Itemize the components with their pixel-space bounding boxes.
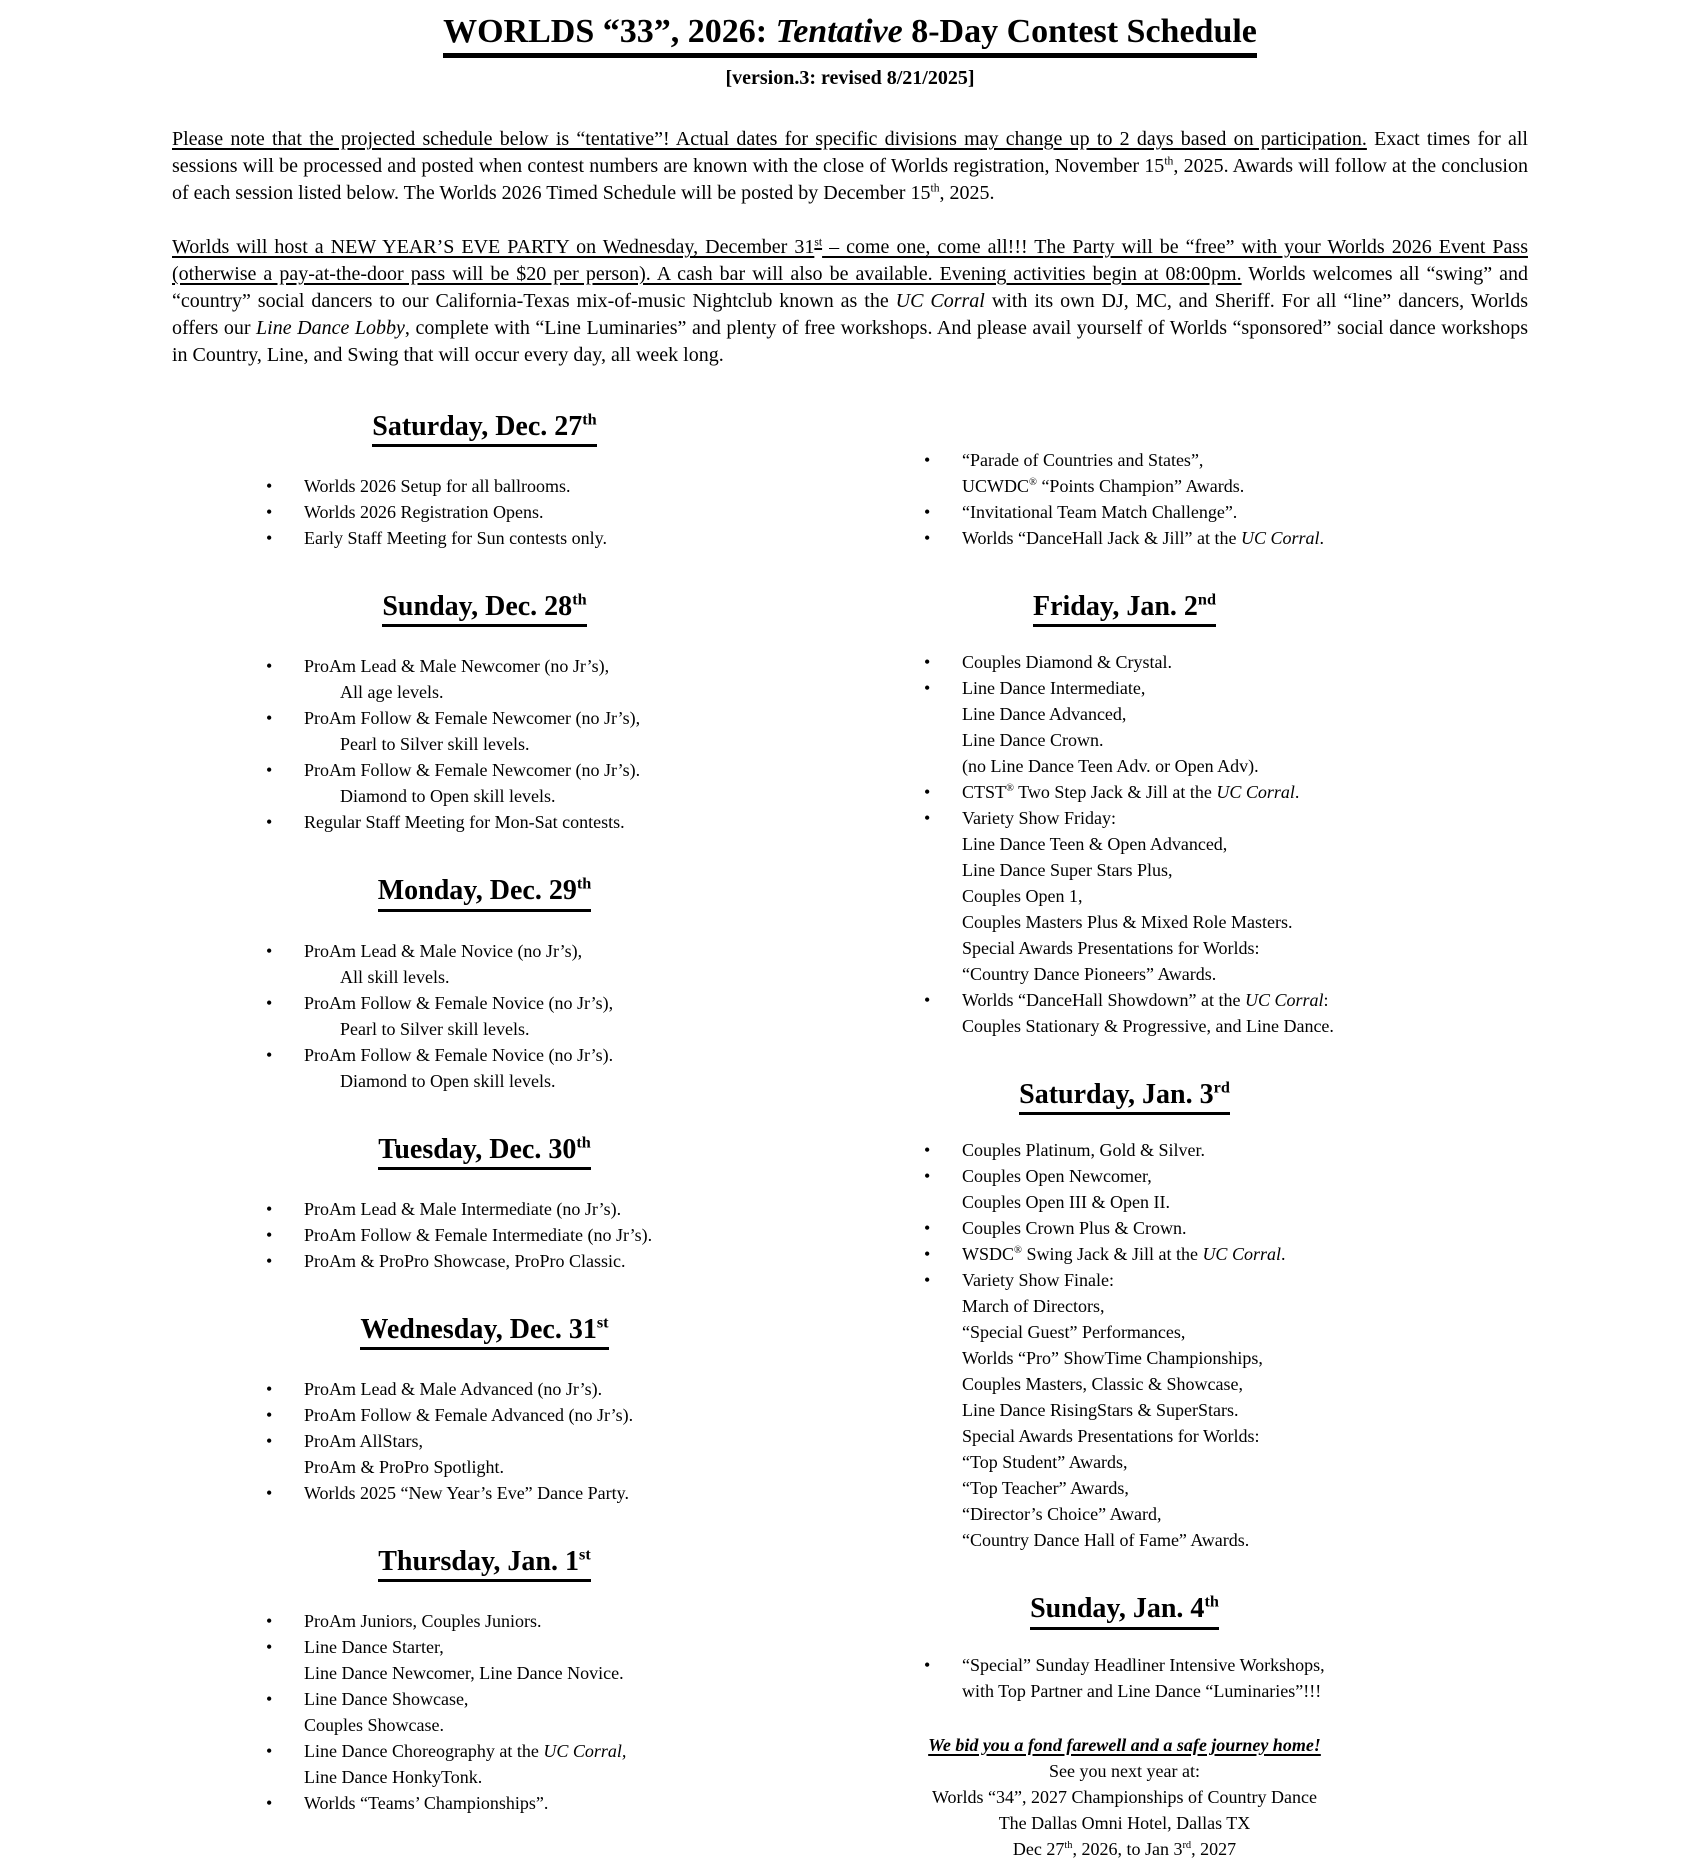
schedule-line: ProAm AllStars, <box>304 1431 424 1452</box>
intro-paragraphs <box>172 126 1528 369</box>
schedule-line: Couples Open Newcomer, <box>962 1166 1152 1187</box>
schedule-line: Line Dance Crown. <box>962 730 1104 751</box>
schedule-line: Regular Staff Meeting for Mon-Sat contests. <box>304 812 625 833</box>
day-heading: Wednesday, Dec. 31st <box>172 1314 797 1350</box>
schedule-item <box>172 1686 797 1738</box>
bullet-icon: • <box>266 1405 273 1426</box>
schedule-line: Special Awards Presentations for Worlds: <box>962 1426 1260 1447</box>
schedule-item <box>822 499 1522 525</box>
day-heading: Saturday, Jan. 3rd <box>822 1079 1522 1115</box>
schedule-item <box>822 779 1522 805</box>
schedule-item <box>172 1042 797 1094</box>
bullet-icon: • <box>266 1637 273 1658</box>
schedule-line: Couples Open III & Open II. <box>962 1192 1170 1213</box>
bullet-icon: • <box>924 1218 931 1239</box>
schedule-line: (no Line Dance Teen Adv. or Open Adv). <box>962 756 1259 777</box>
schedule-item <box>822 447 1522 499</box>
schedule-line: Couples Platinum, Gold & Silver. <box>962 1140 1206 1161</box>
bullet-icon: • <box>266 1431 273 1452</box>
schedule-line: Line Dance Super Stars Plus, <box>962 860 1173 881</box>
page-title-text: WORLDS “33”, 2026: Tentative 8-Day Contest Schedule <box>443 12 1257 58</box>
schedule-column-left <box>172 407 797 1862</box>
schedule-item <box>822 1267 1522 1553</box>
schedule-line: Couples Stationary & Progressive, and Line Dance. <box>962 1016 1334 1037</box>
schedule-line: ProAm & ProPro Showcase, ProPro Classic. <box>304 1250 626 1271</box>
schedule-item <box>822 1241 1522 1267</box>
version-line: [version.3: revised 8/21/2025] <box>725 67 975 90</box>
closing-block <box>822 1732 1522 1862</box>
day-heading: Sunday, Dec. 28th <box>172 591 797 627</box>
schedule-list <box>172 473 797 551</box>
bullet-icon: • <box>924 502 931 523</box>
schedule-line: Line Dance Showcase, <box>304 1689 469 1710</box>
bullet-icon: • <box>266 502 273 523</box>
schedule-line: ProAm Lead & Male Intermediate (no Jr’s). <box>304 1198 622 1219</box>
schedule-line: Worlds “Teams’ Championships”. <box>304 1793 549 1814</box>
bullet-icon: • <box>924 782 931 803</box>
schedule-line: Special Awards Presentations for Worlds: <box>962 938 1260 959</box>
schedule-item <box>822 525 1522 551</box>
schedule-line: Line Dance Intermediate, <box>962 678 1146 699</box>
schedule-item <box>822 987 1522 1039</box>
schedule-line: ProAm Follow & Female Newcomer (no Jr’s). <box>304 760 641 781</box>
schedule-item <box>172 1196 797 1222</box>
schedule-line: Diamond to Open skill levels. <box>340 786 556 807</box>
schedule-line: ProAm Follow & Female Intermediate (no Jr’s). <box>304 1224 653 1245</box>
closing-line: The Dallas Omni Hotel, Dallas TX <box>998 1812 1251 1833</box>
day-heading: Tuesday, Dec. 30th <box>172 1134 797 1170</box>
schedule-line: Worlds 2026 Setup for all ballrooms. <box>304 476 571 497</box>
day-heading: Monday, Dec. 29th <box>172 875 797 911</box>
schedule-line: “Parade of Countries and States”, <box>962 450 1204 471</box>
schedule-item <box>172 525 797 551</box>
schedule-line: Couples Showcase. <box>304 1715 444 1736</box>
schedule-line: “Invitational Team Match Challenge”. <box>962 502 1238 523</box>
schedule-line: ProAm Lead & Male Novice (no Jr’s), <box>304 940 583 961</box>
schedule-line: with Top Partner and Line Dance “Luminaries”!!! <box>962 1680 1322 1701</box>
schedule-line: Worlds “DanceHall Jack & Jill” at the UC Corral. <box>962 528 1324 549</box>
bullet-icon: • <box>924 528 931 549</box>
schedule-line: “Top Student” Awards, <box>962 1452 1128 1473</box>
schedule-item <box>822 1652 1522 1704</box>
bullet-icon: • <box>266 812 273 833</box>
schedule-line: ProAm Lead & Male Newcomer (no Jr’s), <box>304 656 610 677</box>
bullet-icon: • <box>924 1140 931 1161</box>
schedule-list <box>822 1652 1522 1704</box>
bullet-icon: • <box>924 678 931 699</box>
bullet-icon: • <box>924 1270 931 1291</box>
day-heading: Sunday, Jan. 4th <box>822 1593 1522 1629</box>
closing-line: Dec 27th, 2026, to Jan 3rd, 2027 <box>1012 1838 1237 1859</box>
schedule-line: Variety Show Finale: <box>962 1270 1114 1291</box>
page-title <box>172 12 1528 58</box>
day-heading: Thursday, Jan. 1st <box>172 1546 797 1582</box>
bullet-icon: • <box>266 760 273 781</box>
schedule-line: All age levels. <box>340 682 444 703</box>
bullet-icon: • <box>266 1483 273 1504</box>
bullet-icon: • <box>266 1689 273 1710</box>
schedule-item <box>822 805 1522 987</box>
schedule-item <box>822 1137 1522 1163</box>
closing-line: We bid you a fond farewell and a safe journey home! <box>928 1734 1321 1755</box>
closing-line: Worlds “34”, 2027 Championships of Country Dance <box>932 1786 1317 1807</box>
schedule-item <box>172 1428 797 1480</box>
schedule-item <box>172 653 797 705</box>
schedule-line: “Country Dance Pioneers” Awards. <box>962 964 1217 985</box>
day-heading: Friday, Jan. 2nd <box>822 591 1522 627</box>
schedule-line: All skill levels. <box>340 966 450 987</box>
schedule-line: ProAm Juniors, Couples Juniors. <box>304 1611 542 1632</box>
bullet-icon: • <box>924 652 931 673</box>
schedule-item <box>172 473 797 499</box>
schedule-line: Early Staff Meeting for Sun contests only. <box>304 528 607 549</box>
schedule-line: ProAm Follow & Female Novice (no Jr’s). <box>304 1044 614 1065</box>
bullet-icon: • <box>266 1250 273 1271</box>
schedule-line: Pearl to Silver skill levels. <box>340 1018 530 1039</box>
bullet-icon: • <box>266 940 273 961</box>
schedule-item <box>172 1402 797 1428</box>
schedule-column-right <box>822 407 1522 1862</box>
schedule-line: ProAm Follow & Female Novice (no Jr’s), <box>304 992 614 1013</box>
bullet-icon: • <box>266 528 273 549</box>
schedule-line: Couples Crown Plus & Crown. <box>962 1218 1187 1239</box>
closing-line: See you next year at: <box>1049 1760 1200 1781</box>
bullet-icon: • <box>266 1379 273 1400</box>
schedule-line: ProAm Follow & Female Advanced (no Jr’s). <box>304 1405 634 1426</box>
schedule-list <box>822 1137 1522 1553</box>
schedule-list <box>822 447 1522 551</box>
bullet-icon: • <box>266 476 273 497</box>
schedule-item <box>822 649 1522 675</box>
schedule-list <box>172 1608 797 1816</box>
schedule-columns <box>172 407 1528 1862</box>
schedule-item <box>822 1163 1522 1215</box>
schedule-list <box>822 649 1522 1039</box>
bullet-icon: • <box>924 450 931 471</box>
schedule-line: ProAm & ProPro Spotlight. <box>304 1457 505 1478</box>
intro-paragraph: Please note that the projected schedule below is “tentative”! Actual dates for specific divisions may change up to 2 days based on participation. Exact times for all sessions will be processed and posted when contest numbers are known with the close of Worlds registration, November 15th, 2025. Awards will follow at the conclusion of each session listed below. The Worlds 2026 Timed Schedule will be posted by December 15th, 2025. <box>172 128 1528 205</box>
day-heading: Saturday, Dec. 27th <box>172 411 797 447</box>
schedule-line: “Special” Sunday Headliner Intensive Workshops, <box>962 1654 1325 1675</box>
schedule-line: Couples Open 1, <box>962 886 1083 907</box>
schedule-list <box>172 938 797 1094</box>
schedule-line: Diamond to Open skill levels. <box>340 1070 556 1091</box>
bullet-icon: • <box>266 1198 273 1219</box>
schedule-item <box>172 1738 797 1790</box>
bullet-icon: • <box>924 1166 931 1187</box>
bullet-icon: • <box>266 656 273 677</box>
schedule-item <box>172 1222 797 1248</box>
bullet-icon: • <box>266 992 273 1013</box>
schedule-item <box>822 675 1522 779</box>
schedule-item <box>172 1790 797 1816</box>
schedule-line: ProAm Lead & Male Advanced (no Jr’s). <box>304 1379 603 1400</box>
schedule-item <box>822 1215 1522 1241</box>
intro-paragraph: Worlds will host a NEW YEAR’S EVE PARTY on Wednesday, December 31st – come one, come all!!! The Party will be “free” with your Worlds 2026 Event Pass (otherwise a pay-at-the-door pass will be $20 per person). A cash bar will also be available. Evening activities begin at 08:00pm. Worlds welcomes all “swing” and “country” social dancers to our California-Texas mix-of-music Nightclub known as the UC Corral with its own DJ, MC, and Sheriff. For all “line” dancers, Worlds offers our Line Dance Lobby, complete with “Line Luminaries” and plenty of free workshops. And please avail yourself of Worlds “sponsored” social dance workshops in Country, Line, and Swing that will occur every day, all week long. <box>172 235 1528 367</box>
schedule-line: “Special Guest” Performances, <box>962 1322 1186 1343</box>
bullet-icon: • <box>924 1244 931 1265</box>
schedule-line: Variety Show Friday: <box>962 808 1116 829</box>
schedule-line: Worlds 2025 “New Year’s Eve” Dance Party. <box>304 1483 629 1504</box>
schedule-line: CTST® Two Step Jack & Jill at the UC Corral. <box>962 782 1300 803</box>
schedule-line: Pearl to Silver skill levels. <box>340 734 530 755</box>
schedule-line: Worlds “DanceHall Showdown” at the UC Corral: <box>962 990 1329 1011</box>
schedule-item <box>172 938 797 990</box>
schedule-line: March of Directors, <box>962 1296 1105 1317</box>
schedule-line: Line Dance Choreography at the UC Corral, <box>304 1741 627 1762</box>
schedule-item <box>172 1634 797 1686</box>
schedule-line: Line Dance Starter, <box>304 1637 444 1658</box>
bullet-icon: • <box>266 1224 273 1245</box>
bullet-icon: • <box>924 990 931 1011</box>
bullet-icon: • <box>266 1741 273 1762</box>
schedule-line: Line Dance Advanced, <box>962 704 1127 725</box>
schedule-item <box>172 1248 797 1274</box>
schedule-line: Couples Masters Plus & Mixed Role Masters. <box>962 912 1293 933</box>
bullet-icon: • <box>266 708 273 729</box>
schedule-line: “Director’s Choice” Award, <box>962 1504 1162 1525</box>
schedule-list <box>172 1196 797 1274</box>
schedule-item <box>172 705 797 757</box>
schedule-line: “Top Teacher” Awards, <box>962 1478 1129 1499</box>
schedule-item <box>172 809 797 835</box>
bullet-icon: • <box>266 1793 273 1814</box>
schedule-line: UCWDC® “Points Champion” Awards. <box>962 476 1245 497</box>
bullet-icon: • <box>266 1611 273 1632</box>
bullet-icon: • <box>266 1044 273 1065</box>
schedule-item <box>172 757 797 809</box>
schedule-line: Line Dance Newcomer, Line Dance Novice. <box>304 1663 624 1684</box>
bullet-icon: • <box>924 1654 931 1675</box>
schedule-line: Worlds “Pro” ShowTime Championships, <box>962 1348 1263 1369</box>
schedule-line: Couples Masters, Classic & Showcase, <box>962 1374 1243 1395</box>
schedule-line: Worlds 2026 Registration Opens. <box>304 502 544 523</box>
schedule-line: Line Dance HonkyTonk. <box>304 1767 483 1788</box>
schedule-item <box>172 1480 797 1506</box>
schedule-line: Line Dance RisingStars & SuperStars. <box>962 1400 1239 1421</box>
schedule-line: WSDC® Swing Jack & Jill at the UC Corral. <box>962 1244 1286 1265</box>
schedule-list <box>172 1376 797 1506</box>
schedule-line: Line Dance Teen & Open Advanced, <box>962 834 1228 855</box>
schedule-item <box>172 1376 797 1402</box>
schedule-item <box>172 1608 797 1634</box>
schedule-line: Couples Diamond & Crystal. <box>962 652 1172 673</box>
schedule-list <box>172 653 797 835</box>
schedule-item <box>172 499 797 525</box>
schedule-item <box>172 990 797 1042</box>
bullet-icon: • <box>924 808 931 829</box>
schedule-line: “Country Dance Hall of Fame” Awards. <box>962 1530 1250 1551</box>
schedule-line: ProAm Follow & Female Newcomer (no Jr’s), <box>304 708 641 729</box>
